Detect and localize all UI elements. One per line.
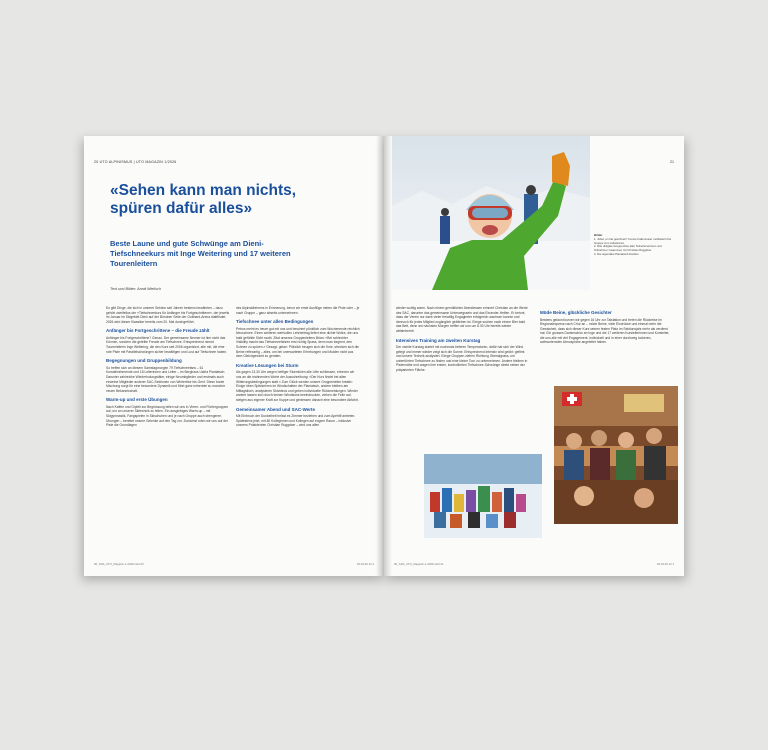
paragraph: Mit Einbruch der Dunkelheit heisst es Zimmer beziehen und zum Apéritif antreten. Spätestens jetzt, mit 80 Kolleginnen und Kollegen auf engem Raum – inklusive unseres Präsidenten Christian Ruggsber – wird uns allen — [236, 414, 356, 428]
kantine-photo — [554, 386, 678, 524]
section-heading: Warm-up und erste Übungen — [106, 397, 168, 403]
paragraph: Bestens gelaunt kurven wir gegen 16 Uhr zur Talstation und treten die Rückreise im Regionalexpress nach Chur an – müde Beine, viele Eindrücke und einmal mehr die Gewissheit, dass sich dieser Kurs seinen festen Platz im Sektionsjahr mehr als verdient hat. Ein grosses Dankeschön an Inge und die 17 weiteren Kursleiterinnen und Kursleiter, die uns alle mit viel Engagement, individuell und in einer durchweg lockeren, aufmunternden Atmosphäre angeleitet haben. — [540, 317, 670, 345]
page-footer-right-date: 20.03.26 12:1 — [656, 562, 674, 566]
right-column-1 — [396, 306, 528, 376]
group-photo — [424, 454, 542, 538]
page-number: 21 — [670, 160, 674, 164]
paragraph: Anfänger bis Fortgeschrittene? Genau. Der gemeinsame Nenner ist hier nicht das Können, sondern die geteilte Freude am Tiefschnee. Entsprechend nimmt Tourenleiterin Inge Weitering, die den Kurs seit 2006 organisiert, alle mit, die eine rote Piste mit Parallelschwüngen sicher bewältigen und Lust auf Tiefschnee haben. — [106, 335, 228, 354]
right-page — [384, 136, 684, 576]
caption-item: 3. Die legendäre Plantatsch-Kantine — [594, 251, 639, 256]
caption-item: 1. Jubel, en hat geschneit! Yvonne Kaltenmeier mobilisiert ihre Gruppe zum Aufwärmen. — [594, 236, 672, 245]
page-header-left: 20 UTO ALPINISMUS | UTO MAGAZIN 1/2026 — [94, 160, 177, 164]
article-title: «Sehen kann man nichts, spüren dafür alles» — [110, 182, 297, 217]
article-subtitle: Beste Laune und gute Schwünge am Dieni-Tiefschneekurs mit Inge Weitering und 17 weiteren Tourenleitern — [110, 239, 291, 268]
paragraph: Der zweite Kurstag startet mit nochmals tieferen Temperaturen, dafür hat sich der Wind gelegt und immer wieder zeigt sich die Sonne. Entsprechend intensiv wird geübt: gefilmt und unsere Technik analysiert. Einige Gruppen ziehen Richtung Oberalppass, um unberührten Tiefschnee zu finden und eine kleine Tour zu unternehmen. Andere bleiben in Pistennähe und wagen ihre ersten, kontrollierten Tiefschnee-Schwünge direkt neben der präparierten Fläche. — [396, 345, 528, 373]
paragraph: Petrus meint es heuer gut mit uns und beschert pünktlich zum Wochenende reichlich Neuschnee. Einen weiteren wertvollen Lehrbeitrag liefert eine dichte Wolke, die uns bald gefühlte Sicht raubt. Zitat unseres Gruppenleiters Brian: «Bei schlechter Visibility macht das Tiefschneefahren erst richtig Spass, denn man beginnt, den Schnee zu spüren.» Gesagt, getan: Plötzlich beugen sich die Knie, strecken sich die Beine reflexartig – alles, um bei unerwarteten Erhebungen und Mulden nicht aus dem Gleichgewicht zu geraten. — [236, 326, 360, 359]
page-footer-left-date: 20.03.26 12:1 — [356, 562, 374, 566]
paragraph: Als gegen 13.30 Uhr wegen heftiger Sturmböen alle Lifte schliessen, erinnern wir uns an die mahnenden Worte der Ausschreibung: «Der Kurs findet bei allen Witterungsbedingungen statt.» Zum Glück werden unsere Gruppenleiter kreativ: Einige üben Spitzkehren im Windschatten der Plantatsch, andere bleiben am Mittagstisch, analysieren Skivideos und geben individuelle Rückmeldungen. Wieder andere lassen sich durch keinen Windstoss beeindrucken, ziehen die Felle auf, steigen aus eigener Kraft zur Kuppe und geniessen danach eine besondere Abfahrt. — [236, 370, 359, 402]
left-column-1 — [106, 306, 230, 431]
left-page — [84, 136, 384, 576]
section-heading: Tiefschnee unter allen Bedingungen — [236, 319, 314, 325]
paragraph: des Alpinskifahrens in Erinnerung, bevor wir erste Ausflüge neben die Piste oder – je nach Gruppe – ganz abseits unternehmen. — [236, 306, 360, 315]
image-caption — [594, 234, 672, 257]
skier-selfie-image — [392, 136, 590, 290]
right-column-2 — [540, 306, 672, 348]
paragraph: Nach Kaffee und Gipfeli zur Begrüssung teilen wir uns in Vierer- und Fünfergruppen auf, um an unserer Skitechnik zu feilen. Ein ausgiebiges Warm-up – mit Skigymnastik, Fangspielen in Skischuhen und je nach Gruppe auch strengeren Übungen – bereitet unsere Gelenke auf den Tag vor. Zunächst rufen wir uns auf der Piste die Grundlagen — [106, 404, 229, 428]
intro-paragraph: Es gibt Dinge, die sich in unserer Sektion seit Jahren bestens bewährten – dazu gehört zweifellos der «Tiefschneekurs für Anfänger bis Fortgeschrittene», der jeweils im Januar im Skigebiet Dieni auf der Bündner Seite der Gotthard-Arena stattfindet. 2026 wird dieser Klassiker bereits zum 20. Mal durchgeführt. — [106, 306, 230, 324]
section-heading: Intensives Training am zweiten Kurstag — [396, 337, 481, 343]
caption-title: Bilder — [594, 233, 603, 237]
magazine-spread — [84, 136, 684, 576]
page-footer-right: 06_Toll4_UTO_Magazin-1-2026.indd 21 — [394, 562, 444, 566]
section-heading: Kreative Lösungen bei Sturm — [236, 362, 299, 368]
article-byline: Text und Bilder: Arndt Mielisch — [110, 287, 161, 291]
caption-item: 2. Das obligate Gruppenfoto aller Teilnehmerinnen und Teilnehmer zusammen mit Christian Ruggsber. — [594, 244, 662, 253]
left-column-2 — [236, 306, 360, 431]
group-photo-image — [424, 454, 542, 538]
hero-photo — [392, 136, 590, 290]
paragraph: So treffen sich an diesem Samstagmorgen 79 Tiefschneefans – 61 Kursteilnehmende und 18 Leiterinnen und Leiter – im Berghaus Ustria Piantatsch. Darunter zahlreiche Wiederholungstäter, einige Neumitglieder und erstmals auch einzelne Mitglieder anderer SAC-Sektionen von Winterthur bis Genf. Diese bunte Mischung sorgt für eine besondere Dynamik und führt ganz nebenbei zu mancher neuen Bekanntschaft. — [106, 365, 226, 393]
kantine-image — [554, 386, 678, 524]
page-footer-left: 06_Toll4_UTO_Magazin-1-2026.indd 20 — [94, 562, 144, 566]
section-heading: Anfänger bis Fortgeschrittene – die Freude zählt — [106, 328, 210, 334]
section-heading: Gemeinsamer Abend und SAC-Werte — [236, 406, 316, 412]
paragraph: wieder wohlig warm. Nach einem gemütlichen Abendessen erinnert Christian an die Werte des SAC, darunter das gemeinsame Unterwegssein und das Einander-Helfen. Er betont, dass der Verein nur dank vieler freiwillig Engagierter erfolgreich wachsen konnte und dennoch für jedes Mitglied zugänglich geblieben ist. Einige suchen nach einem Bier bald das Bett, denn am nächsten Morgen treffen wir uns um 8.30 Uhr bereits wieder abfahrbereit. — [396, 306, 528, 333]
section-heading: Begegnungen und Gruppenbildung — [106, 358, 182, 364]
section-heading: Müde Beine, glückliche Gesichter — [540, 310, 612, 315]
